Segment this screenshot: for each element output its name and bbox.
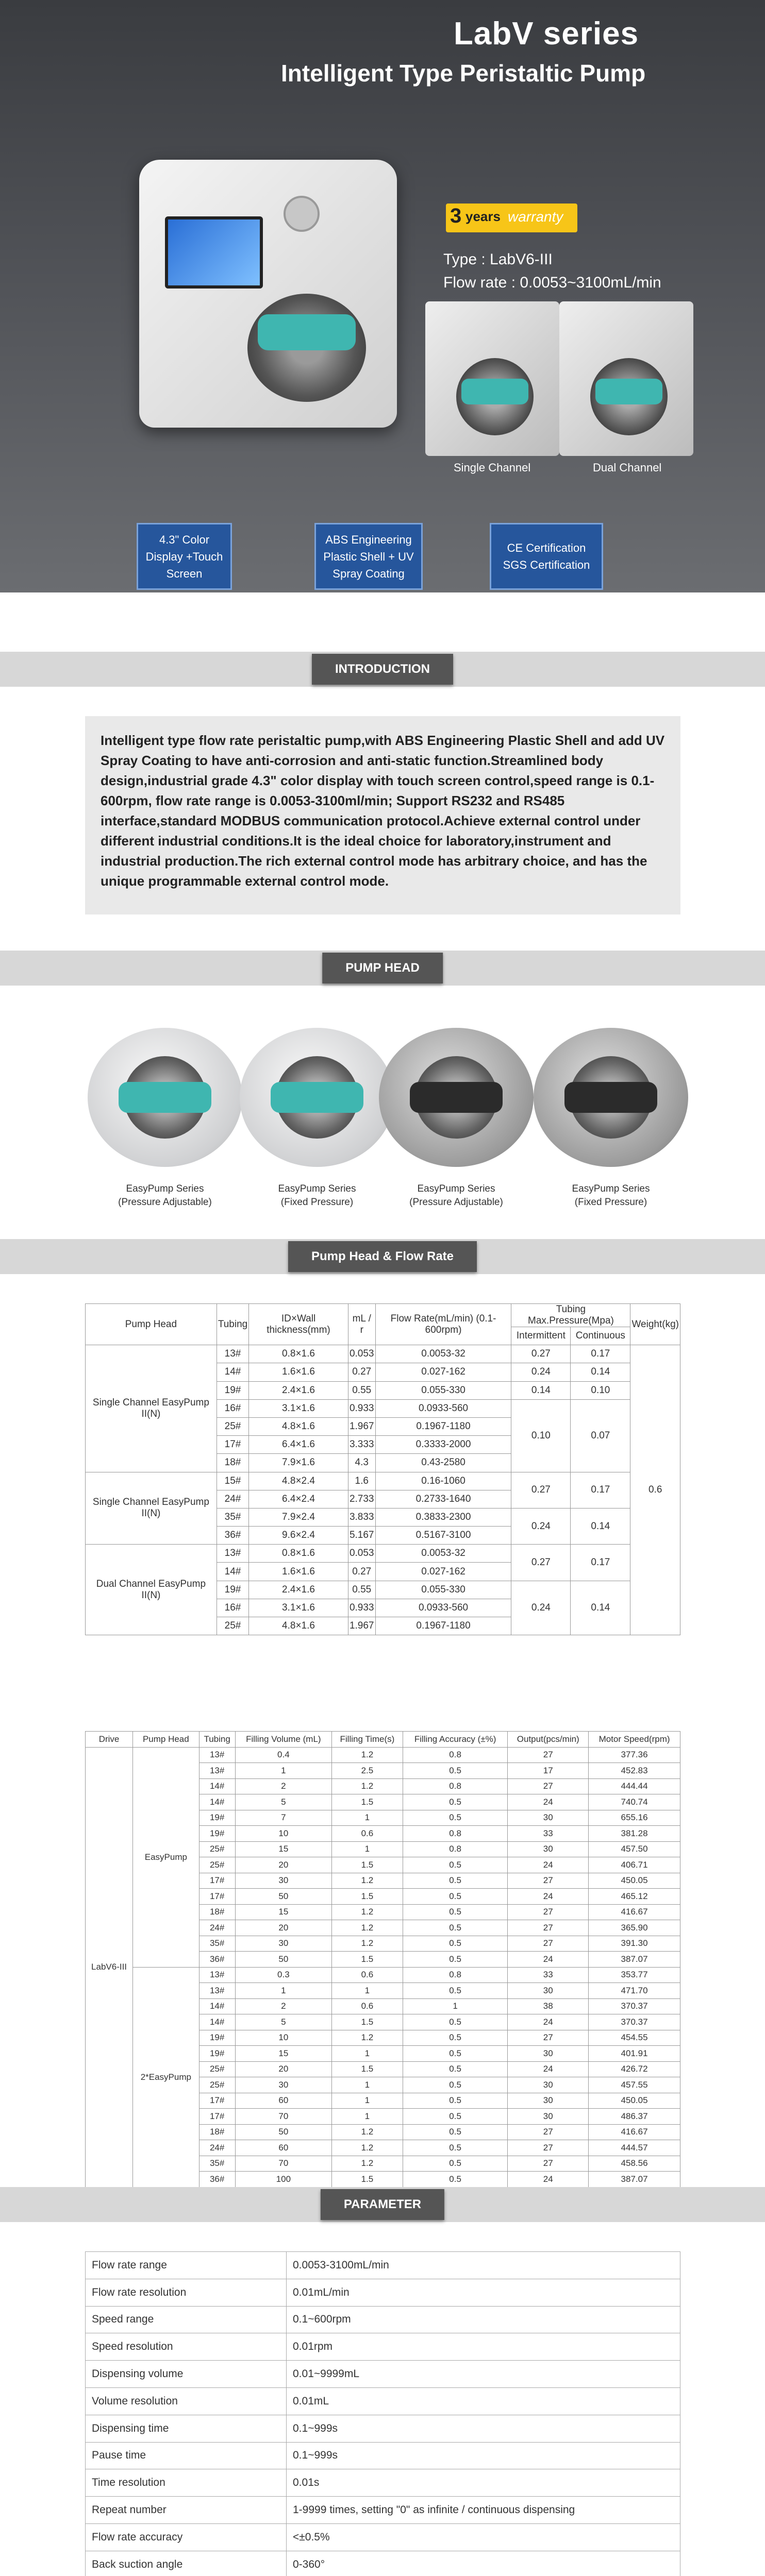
flow-row: 36# 9.6×2.4 5.167 0.5167-3100 bbox=[86, 1527, 680, 1545]
fill-row: 17# 70 1 0.5 30 486.37 bbox=[86, 2109, 680, 2125]
fill-head-cell: 2*EasyPump bbox=[133, 1967, 199, 2187]
section-parameter: PARAMETER bbox=[0, 2187, 765, 2222]
fill-row: 14# 2 1.2 0.8 27 444.44 bbox=[86, 1778, 680, 1794]
fill-row: 17# 60 1 0.5 30 450.05 bbox=[86, 2093, 680, 2109]
section-introduction: INTRODUCTION bbox=[0, 652, 765, 687]
weight-cell: 0.6 bbox=[630, 1345, 680, 1635]
fill-row: 35# 30 1.2 0.5 27 391.30 bbox=[86, 1936, 680, 1952]
flow-spec: Flow rate : 0.0053~3100mL/min bbox=[443, 274, 661, 291]
flow-row: 16# 3.1×1.6 0.933 0.0933-560 bbox=[86, 1599, 680, 1617]
filling-table: Drive Pump Head Tubing Filling Volume (mL) Filling Time(s) Filling Accuracy (±%) Output(pcs/min) Motor Speed(rpm) LabV6-III EasyPump 13# 0.4 1.2 0.8 27 377.36 13# 1 2.5 0.5 17 452.83 14# 2 1.2 0.8 27 444.44 14# 5 1.5 0.5 24 740.74 19# 7 1 0.5 30 655.16 19# 10 0.6 0.8 33 381.28 25# 15 1 0.8 30 457.50 25# 20 1.5 0.5 24 406.71 17# 30 1.2 0.5 27 450.05 17# 50 1.5 0.5 24 465.12 18# 15 1.2 0.5 27 416.67 24# 20 1.2 0.5 27 365.90 35# 30 1.2 0.5 27 391.30 36# 50 1.5 0.5 24 387.07 2*EasyPump 13# 0.3 0.6 0.8 33 353.77 13# 1 1 0.5 30 471.70 14# 2 0.6 1 38 370.37 14# 5 1.5 0.5 24 370.37 19# 10 1.2 0.5 27 454.55 19# 15 1 0.5 30 401.91 25# 20 1.5 0.5 24 426.72 25# 30 1 0.5 30 457.55 17# 60 1 0.5 30 450.05 17# 70 1 0.5 30 486.37 18# 50 1.2 0.5 27 416.67 24# 60 1.2 0.5 27 444.57 35# 70 1.2 0.5 27 458.56 36# 100 1.5 0.5 24 387.07 bbox=[85, 1731, 680, 2188]
flow-row: 14# 1.6×1.6 0.27 0.027-162 bbox=[86, 1563, 680, 1581]
param-row: Time resolution 0.01s bbox=[86, 2469, 680, 2497]
flow-row: 17# 6.4×1.6 3.333 0.3333-2000 bbox=[86, 1436, 680, 1454]
param-row: Back suction angle 0-360° bbox=[86, 2551, 680, 2576]
fill-row: 25# 20 1.5 0.5 24 406.71 bbox=[86, 1857, 680, 1873]
fill-row: 36# 50 1.5 0.5 24 387.07 bbox=[86, 1952, 680, 1968]
pump-head-cell: Single Channel EasyPump II(N) bbox=[86, 1472, 217, 1545]
fill-row: LabV6-III EasyPump 13# 0.4 1.2 0.8 27 377.36 bbox=[86, 1747, 680, 1763]
pump-head-cell: Dual Channel EasyPump II(N) bbox=[86, 1545, 217, 1635]
fill-row: 36# 100 1.5 0.5 24 387.07 bbox=[86, 2172, 680, 2188]
flow-rate-table: Pump Head Tubing ID×Wall thickness(mm) mL / r Flow Rate(mL/min) (0.1-600rpm) Tubing Max.Pressure(Mpa) Weight(kg) Intermittent Continuous Single Channel EasyPump II(N) 13# 0.8×1.6 0.053 0.0053-32 0.27 0.17 0.6 14# 1.6×1.6 0.27 0.027-162 0.24 0.14 19# 2.4×1.6 0.55 0.055-330 0.14 0.10 16# 3.1×1.6 0.933 0.0933-560 0.10 0.07 25# 4.8×1.6 1.967 0.1967-1180 17# 6.4×1.6 3.333 0.3333-2000 18# 7.9×1.6 4.3 0.43-2580 Single Channel EasyPump II(N) 15# 4.8×2.4 1.6 0.16-1060 0.27 0.17 24# 6.4×2.4 2.733 0.2733-1640 35# 7.9×2.4 3.833 0.3833-2300 0.24 0.14 36# 9.6×2.4 5.167 0.5167-3100 Dual Channel EasyPump II(N) 13# 0.8×1.6 0.053 0.0053-32 0.27 0.17 14# 1.6×1.6 0.27 0.027-162 19# 2.4×1.6 0.55 0.055-330 0.24 0.14 16# 3.1×1.6 0.933 0.0933-560 25# 4.8×1.6 1.967 0.1967-1180 bbox=[85, 1303, 680, 1635]
hero-banner bbox=[0, 0, 765, 592]
fill-row: 18# 50 1.2 0.5 27 416.67 bbox=[86, 2124, 680, 2140]
parameter-table bbox=[85, 2251, 680, 2576]
param-row: Dispensing volume 0.01~9999mL bbox=[86, 2361, 680, 2388]
fill-row: 17# 50 1.5 0.5 24 465.12 bbox=[86, 1889, 680, 1905]
pump-image bbox=[129, 139, 407, 438]
flow-row: 19# 2.4×1.6 0.55 0.055-330 0.24 0.14 bbox=[86, 1581, 680, 1599]
single-channel-caption: Single Channel bbox=[454, 461, 531, 474]
flow-row: 19# 2.4×1.6 0.55 0.055-330 0.14 0.10 bbox=[86, 1381, 680, 1399]
pump-head-caption-3: EasyPump Series (Pressure Adjustable) bbox=[409, 1183, 503, 1208]
fill-row: 24# 20 1.2 0.5 27 365.90 bbox=[86, 1920, 680, 1936]
param-row: Repeat number 1-9999 times, setting "0" as infinite / continuous dispensing bbox=[86, 2497, 680, 2524]
param-row: Flow rate accuracy <±0.5% bbox=[86, 2523, 680, 2551]
flow-row: Dual Channel EasyPump II(N) 13# 0.8×1.6 0.053 0.0053-32 0.27 0.17 bbox=[86, 1545, 680, 1563]
param-row: Speed resolution 0.01rpm bbox=[86, 2333, 680, 2361]
pump-head-image-3 bbox=[379, 1028, 534, 1167]
fill-row: 25# 30 1 0.5 30 457.55 bbox=[86, 2077, 680, 2093]
pump-head-image-1 bbox=[88, 1028, 242, 1167]
warranty-badge: 3 years warranty bbox=[446, 204, 577, 232]
series-title: LabV series bbox=[454, 16, 639, 52]
type-spec: Type : LabV6-III bbox=[443, 251, 553, 268]
dual-channel-image bbox=[559, 301, 693, 456]
flow-row: 25# 4.8×1.6 1.967 0.1967-1180 bbox=[86, 1417, 680, 1435]
single-channel-image bbox=[425, 301, 559, 456]
feature-badge-shell: ABS Engineering Plastic Shell + UV Spray Coating bbox=[314, 523, 423, 590]
product-subtitle: Intelligent Type Peristaltic Pump bbox=[281, 60, 646, 87]
flow-row: 18# 7.9×1.6 4.3 0.43-2580 bbox=[86, 1454, 680, 1472]
flow-row: 14# 1.6×1.6 0.27 0.027-162 0.24 0.14 bbox=[86, 1363, 680, 1381]
fill-row: 19# 10 0.6 0.8 33 381.28 bbox=[86, 1826, 680, 1842]
flow-row: 24# 6.4×2.4 2.733 0.2733-1640 bbox=[86, 1490, 680, 1508]
pump-head-image-4 bbox=[534, 1028, 688, 1167]
pump-head-image-2 bbox=[240, 1028, 394, 1167]
param-row: Flow rate range 0.0053-3100mL/min bbox=[86, 2252, 680, 2279]
intro-text: Intelligent type flow rate peristaltic pump,with ABS Engineering Plastic Shell and add UV Spray Coating to have anti-corrosion and anti-static function.Streamlined body design,industrial grade 4.3" color display with touch screen control,speed range is 0.1-600rpm, flow rate range is 0.0053-3100ml/min; Support RS232 and RS485 interface,standard MODBUS communication protocol.Achieve external control under different industrial conditions.It is the ideal choice for laboratory,instrument and industrial production.The rich external control mode has arbitrary choice, and has the unique programmable external control mode. bbox=[85, 716, 680, 914]
fill-row: 18# 15 1.2 0.5 27 416.67 bbox=[86, 1904, 680, 1920]
fill-row: 2*EasyPump 13# 0.3 0.6 0.8 33 353.77 bbox=[86, 1967, 680, 1983]
pump-head-caption-4: EasyPump Series (Fixed Pressure) bbox=[572, 1183, 650, 1208]
section-pump-head: PUMP HEAD bbox=[0, 951, 765, 986]
param-row: Pause time 0.1~999s bbox=[86, 2442, 680, 2469]
flow-row: 16# 3.1×1.6 0.933 0.0933-560 0.10 0.07 bbox=[86, 1399, 680, 1417]
fill-row: 35# 70 1.2 0.5 27 458.56 bbox=[86, 2156, 680, 2172]
pump-head-caption-1: EasyPump Series (Pressure Adjustable) bbox=[118, 1183, 212, 1208]
fill-row: 25# 15 1 0.8 30 457.50 bbox=[86, 1841, 680, 1857]
fill-row: 19# 7 1 0.5 30 655.16 bbox=[86, 1810, 680, 1826]
flow-row: Single Channel EasyPump II(N) 15# 4.8×2.4 1.6 0.16-1060 0.27 0.17 bbox=[86, 1472, 680, 1490]
fill-row: 17# 30 1.2 0.5 27 450.05 bbox=[86, 1873, 680, 1889]
fill-row: 19# 15 1 0.5 30 401.91 bbox=[86, 2046, 680, 2062]
drive-cell: LabV6-III bbox=[86, 1747, 133, 2187]
pump-head-caption-2: EasyPump Series (Fixed Pressure) bbox=[278, 1183, 356, 1208]
flow-row: 35# 7.9×2.4 3.833 0.3833-2300 0.24 0.14 bbox=[86, 1508, 680, 1526]
fill-row: 13# 1 2.5 0.5 17 452.83 bbox=[86, 1763, 680, 1779]
flow-row: Single Channel EasyPump II(N) 13# 0.8×1.6 0.053 0.0053-32 0.27 0.17 0.6 bbox=[86, 1345, 680, 1363]
pump-head-cell: Single Channel EasyPump II(N) bbox=[86, 1345, 217, 1472]
feature-badge-cert: CE Certification SGS Certification bbox=[490, 523, 603, 590]
param-row: Speed range 0.1~600rpm bbox=[86, 2306, 680, 2333]
flow-row: 25# 4.8×1.6 1.967 0.1967-1180 bbox=[86, 1617, 680, 1635]
section-pump-flow: Pump Head & Flow Rate bbox=[0, 1239, 765, 1274]
fill-row: 14# 5 1.5 0.5 24 740.74 bbox=[86, 1794, 680, 1810]
feature-badge-display: 4.3" Color Display +Touch Screen bbox=[137, 523, 232, 590]
display-screen-icon bbox=[165, 216, 263, 289]
fill-row: 13# 1 1 0.5 30 471.70 bbox=[86, 1983, 680, 1999]
param-row: Flow rate resolution 0.01mL/min bbox=[86, 2279, 680, 2306]
fill-row: 14# 2 0.6 1 38 370.37 bbox=[86, 1998, 680, 2014]
param-row: Dispensing time 0.1~999s bbox=[86, 2415, 680, 2442]
param-row: Volume resolution 0.01mL bbox=[86, 2387, 680, 2415]
dual-channel-caption: Dual Channel bbox=[593, 461, 662, 474]
fill-row: 14# 5 1.5 0.5 24 370.37 bbox=[86, 2014, 680, 2030]
fill-row: 19# 10 1.2 0.5 27 454.55 bbox=[86, 2030, 680, 2046]
fill-row: 25# 20 1.5 0.5 24 426.72 bbox=[86, 2061, 680, 2077]
fill-row: 24# 60 1.2 0.5 27 444.57 bbox=[86, 2140, 680, 2156]
fill-head-cell: EasyPump bbox=[133, 1747, 199, 1967]
